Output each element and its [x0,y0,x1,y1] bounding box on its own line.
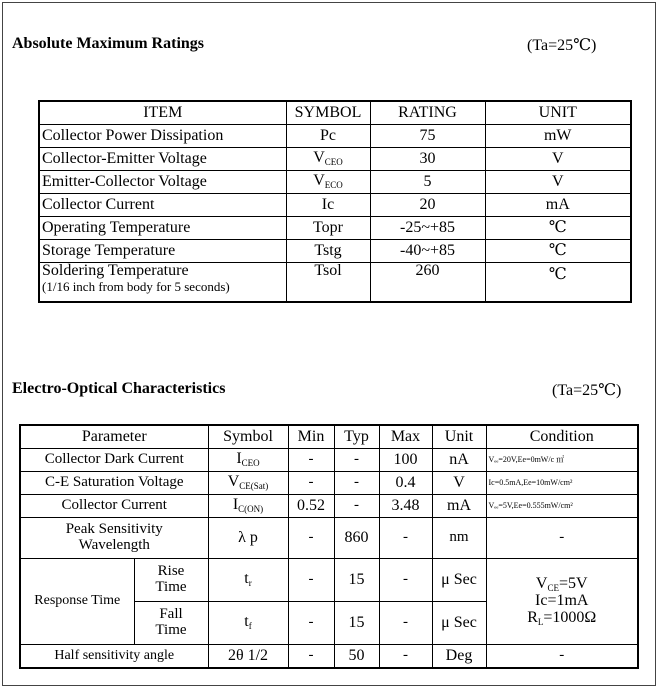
table-row [39,194,631,217]
max: 100 [379,449,432,472]
table-row [39,125,631,148]
symbol: λ p [208,518,288,559]
symbol-main: V [227,473,240,491]
unit: mA [485,194,631,217]
symbol [208,472,288,495]
header-condition: Condition [486,425,638,449]
table-row [20,449,638,472]
item-note: (1/16 inch from body for 5 seconds) [42,278,230,294]
symbol-sub: CEO [324,157,343,168]
symbol [208,495,288,518]
absolute-max-ratings-table [38,100,632,303]
header-unit: UNIT [485,101,631,125]
parameter: Collector Dark Current [20,449,208,472]
symbol-sub: f [248,621,252,632]
unit: V [432,472,486,495]
parameter: Collector Current [20,495,208,518]
unit: Deg [432,645,486,669]
typ: - [334,449,379,472]
min: - [288,559,334,602]
typ: - [334,472,379,495]
rating: -25~+85 [370,217,485,240]
eo-condition: (Ta=25℃) [552,382,622,399]
max: - [379,559,432,602]
max: 3.48 [379,495,432,518]
symbol [286,148,370,171]
min: 0.52 [288,495,334,518]
sub-parameter: Rise Time [134,559,208,602]
table-row [20,559,638,602]
symbol-sub: CE(Sat) [239,481,269,492]
response-cond-line-3 [489,610,636,627]
header-max: Max [379,425,432,449]
symbol-main: V [313,149,325,167]
min: - [288,518,334,559]
parameter: Half sensitivity angle [20,645,208,669]
symbol-main: I [232,496,239,514]
header-parameter: Parameter [20,425,208,449]
sub-parameter: Fall Time [134,602,208,645]
symbol-main: I [236,450,242,468]
item: Operating Temperature [39,217,286,240]
symbol-main: V [313,172,325,190]
condition: Vₑₑ=5V,Ee=0.555mW/cm² [486,495,638,518]
unit: ℃ [485,217,631,240]
min: - [288,449,334,472]
table-row [39,240,631,263]
max: - [379,645,432,669]
typ: - [334,495,379,518]
cond-sub: L [537,616,544,627]
symbol: 2θ 1/2 [208,645,288,669]
typ: 860 [334,518,379,559]
response-cond-line-1 [489,576,636,593]
condition: Vₑₑ=20V,Ee=0mW/c ㎡ [486,449,638,472]
cond-rest: =1000Ω [543,608,597,626]
table-header-row [20,425,638,449]
response-condition [486,559,638,645]
table-row [39,217,631,240]
symbol-main: t [244,570,249,588]
cond-sub: CE [547,582,559,593]
min: - [288,602,334,645]
item-main: Soldering Temperature [42,262,189,279]
rating: 5 [370,171,485,194]
item [39,263,286,303]
parameter: Response Time [20,559,134,645]
item: Storage Temperature [39,240,286,263]
symbol: Ic [286,194,370,217]
min: - [288,645,334,669]
cond-main: R [527,608,538,626]
header-item: ITEM [39,101,286,125]
symbol [208,449,288,472]
table-row [39,171,631,194]
item: Collector Power Dissipation [39,125,286,148]
unit: nA [432,449,486,472]
symbol-sub: CEO [241,458,260,469]
unit: nm [432,518,486,559]
symbol [208,559,288,602]
max: - [379,518,432,559]
header-rating: RATING [370,101,485,125]
header-min: Min [288,425,334,449]
unit: mW [485,125,631,148]
cond-main: V [535,574,548,592]
unit: μ Sec [432,559,486,602]
abs-title: Absolute Maximum Ratings [12,35,205,52]
min: - [288,472,334,495]
unit: μ Sec [432,602,486,645]
symbol [208,602,288,645]
table-header-row [39,101,631,125]
table-row [39,263,631,303]
symbol-sub: C(ON) [238,504,264,515]
typ: 50 [334,645,379,669]
table-row [20,645,638,669]
electro-optical-table [19,424,639,669]
header-symbol: SYMBOL [286,101,370,125]
condition: - [486,645,638,669]
table-row [20,472,638,495]
header-typ: Typ [334,425,379,449]
symbol: Tstg [286,240,370,263]
item: Emitter-Collector Voltage [39,171,286,194]
table-row [20,495,638,518]
symbol-sub: r [248,578,252,589]
table-row [39,148,631,171]
symbol: Tsol [286,263,370,303]
symbol: Pc [286,125,370,148]
header-symbol: Symbol [208,425,288,449]
rating: 75 [370,125,485,148]
symbol [286,171,370,194]
cond-rest: =5V [559,574,588,592]
symbol: Topr [286,217,370,240]
condition: - [486,518,638,559]
condition: Ic=0.5mA,Ee=10mW/cm² [486,472,638,495]
unit: V [485,171,631,194]
rating: 30 [370,148,485,171]
unit: ℃ [485,240,631,263]
abs-condition: (Ta=25℃) [527,37,597,54]
max: 0.4 [379,472,432,495]
item: Collector Current [39,194,286,217]
typ: 15 [334,559,379,602]
response-cond-line-2: Ic=1mA [535,592,589,610]
parameter: C-E Saturation Voltage [20,472,208,495]
rating: 260 [370,263,485,303]
parameter: Peak Sensitivity Wavelength [20,518,208,559]
rating: -40~+85 [370,240,485,263]
table-row [20,518,638,559]
unit: mA [432,495,486,518]
unit: ℃ [485,263,631,303]
eo-title: Electro-Optical Characteristics [12,380,226,397]
typ: 15 [334,602,379,645]
symbol-sub: ECO [324,180,343,191]
header-unit: Unit [432,425,486,449]
item: Collector-Emitter Voltage [39,148,286,171]
unit: V [485,148,631,171]
rating: 20 [370,194,485,217]
symbol-main: t [244,613,249,631]
max: - [379,602,432,645]
